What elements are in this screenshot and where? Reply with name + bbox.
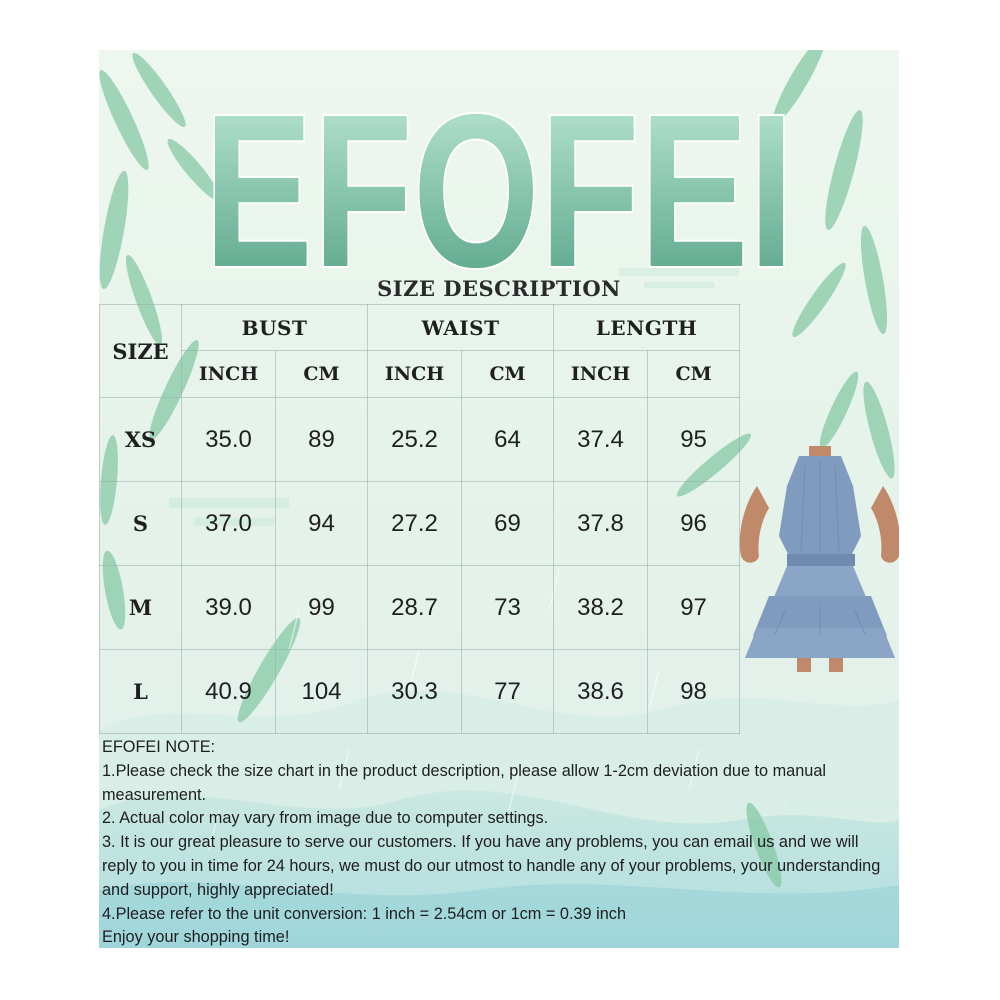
- unit-header-row: [100, 351, 740, 398]
- length-inch-cell: 38.2: [554, 566, 648, 650]
- unit-header: INCH: [182, 351, 276, 398]
- waist-inch-cell: 25.2: [368, 398, 462, 482]
- length-header: LENGTH: [554, 305, 740, 351]
- notes-section: [102, 736, 894, 948]
- size-label: L: [100, 650, 182, 734]
- brand-logo: [199, 78, 799, 278]
- waist-cm-cell: 77: [462, 650, 554, 734]
- size-column-header: SIZE: [100, 305, 182, 398]
- size-table: [99, 304, 740, 734]
- waist-inch-cell: 27.2: [368, 482, 462, 566]
- brand-name: EFOFEI: [204, 78, 794, 278]
- waist-header: WAIST: [368, 305, 554, 351]
- table-row: [100, 398, 740, 482]
- unit-header: CM: [462, 351, 554, 398]
- size-chart-card: [99, 50, 899, 948]
- bust-inch-cell: 37.0: [182, 482, 276, 566]
- note-item: 3. It is our great pleasure to serve our customers. If you have any problems, you can email us and we will reply to you in time for 24 hours, we must do our utmost to handle any of your problems, your understanding and support, highly appreciated!: [102, 833, 881, 899]
- bust-cm-cell: 104: [276, 650, 368, 734]
- section-heading: SIZE DESCRIPTION: [377, 276, 621, 301]
- size-label: XS: [100, 398, 182, 482]
- waist-cm-cell: 69: [462, 482, 554, 566]
- bust-inch-cell: 35.0: [182, 398, 276, 482]
- length-cm-cell: 96: [648, 482, 740, 566]
- note-item: 2. Actual color may vary from image due to computer settings.: [102, 809, 549, 828]
- unit-header: CM: [276, 351, 368, 398]
- notes-title: EFOFEI NOTE:: [102, 738, 216, 756]
- unit-header: CM: [648, 351, 740, 398]
- note-item: 1.Please check the size chart in the product description, please allow 1-2cm deviation due to manual measurement.: [102, 761, 827, 804]
- unit-header: INCH: [368, 351, 462, 398]
- unit-header: INCH: [554, 351, 648, 398]
- length-inch-cell: 38.6: [554, 650, 648, 734]
- size-label: M: [100, 566, 182, 650]
- bust-cm-cell: 99: [276, 566, 368, 650]
- bust-inch-cell: 40.9: [182, 650, 276, 734]
- length-inch-cell: 37.8: [554, 482, 648, 566]
- waist-cm-cell: 64: [462, 398, 554, 482]
- group-header-row: [100, 305, 740, 351]
- length-inch-cell: 37.4: [554, 398, 648, 482]
- table-row: [100, 566, 740, 650]
- bust-header: BUST: [182, 305, 368, 351]
- waist-inch-cell: 30.3: [368, 650, 462, 734]
- length-cm-cell: 97: [648, 566, 740, 650]
- dress-photo: [735, 446, 899, 672]
- bust-cm-cell: 89: [276, 398, 368, 482]
- table-row: [100, 650, 740, 734]
- notes-closing: Enjoy your shopping time!: [102, 928, 290, 947]
- length-cm-cell: 95: [648, 398, 740, 482]
- table-row: [100, 482, 740, 566]
- length-cm-cell: 98: [648, 650, 740, 734]
- bust-inch-cell: 39.0: [182, 566, 276, 650]
- waist-cm-cell: 73: [462, 566, 554, 650]
- bust-cm-cell: 94: [276, 482, 368, 566]
- size-label: S: [100, 482, 182, 566]
- note-item: 4.Please refer to the unit conversion: 1 inch = 2.54cm or 1cm = 0.39 inch: [102, 904, 627, 923]
- waist-inch-cell: 28.7: [368, 566, 462, 650]
